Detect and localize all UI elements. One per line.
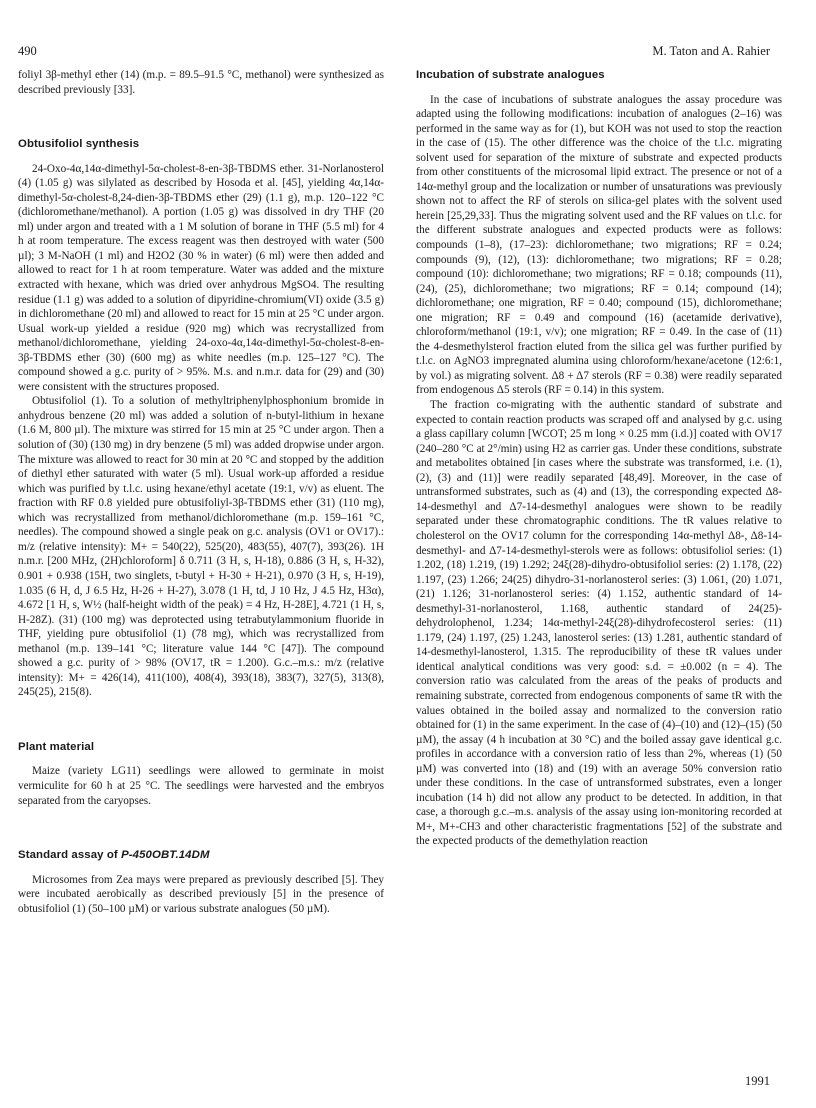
left-column	[18, 68, 384, 916]
page-number: 490	[18, 44, 37, 58]
section-heading-standard-assay	[18, 848, 384, 863]
paragraph-standard-assay: Microsomes from Zea mays were prepared as previously described [5]. They were incubated aerobically as described previously [5] in the presence of obtusifoliol (1) (50–100 µM) or various substrate analogues (50 µM).	[18, 873, 384, 915]
running-head: M. Taton and A. Rahier	[652, 44, 770, 58]
paragraph-obtusifoliol-prep: Obtusifoliol (1). To a solution of methyltriphenylphosphonium bromide in anhydrous benzene (20 ml) was added a solution of n-butyl-lithium in hexane (1.6 M, 800 µl). The mixture was stirred for 15 min at 25 °C under argon. Then a solution of (30) (130 mg) in dry benzene (5 ml) was added dropwise under argon. The mixture was allowed to react for 30 min at 20 °C and stopped by the addition of diethyl ether saturated with water (5 ml). Usual work-up afforded a residue which was purified by t.l.c. using hexane/ethyl acetate (19:1, v/v) as eluent. The fraction with RF 0.8 yielded pure obtusifoliyl-3β-TBDMS ether (31) (110 mg), which was recrystallized from methanol/dichloromethane (m.p. 159–161 °C, needles). The compound showed a single peak on g.c. analysis (OV1 or OV17).: m/z (relative intensity): M+ = 540(22), 525(20), 483(55), 407(7), 393(26). 1H n.m.r. [200 MHz, (2H)chloroform] δ 0.711 (3 H, s, H-18), 0.886 (3 H, s, H-32), 0.901 + 0.938 (15H, two singlets, t-butyl + H-30 + H-21), 0.970 (3 H, s, H-19), 1.035 (6 H, d, J 6.5 Hz, H-26 + H-27), 3.078 (1 H, td, J 10 Hz, J 4.5 Hz, H3α), 4.672 [1 H, s, W½ (half-height width of the peak) = 4 Hz, H-28E], 4.721 (1 H, s, H-28Z). (31) (100 mg) was deprotected using tetrabutylammonium fluoride in THF, yielding pure obtusifoliol (1) (78 mg), which was recrystallized from methanol (m.p. 139–141 °C; literature value 144 °C [47]). The compound showed a g.c. purity of > 98% (OV17, tR = 1.200). G.c.–m.s.: m/z (relative intensity): M+ = 426(14), 411(100), 408(4), 393(18), 383(7), 327(5), 313(8), 245(25), 215(8).	[18, 395, 384, 699]
heading-prefix: Standard assay of	[18, 849, 122, 862]
paragraph-gc-analysis: The fraction co-migrating with the authentic standard of substrate and expected to contain reaction products was scraped off and analysed by g.c. using a glass capillary column [WCOT; 25 m long × 0.25 mm (i.d.)] coated with OV17 (240–280 °C at 2°/min) using H2 as carrier gas. Under these conditions, substrate and metabolites obtained [in cases where the substrate was transformed, i.e. (1), (2), (3) and (11)] were readily separated [48,49]. Moreover, in the case of untransformed substrates, such as (4) and (13), the corresponding expected Δ8-14-desmethyl and Δ7-14-desmethyl analogues were shown to be readily separated under these chromatographic conditions. The tR values relative to cholesterol on the OV17 column for the corresponding 14α-methyl Δ8-, Δ8-14-desmethyl- and Δ7-14-desmethyl-sterols were as follows: obtusifoliol series: (1) 1.202, (18) 1.219, (19) 1.292; 24ξ(28)-dihydro-obtusifoliol series: (2) 1.178, (22) 1.197, (23) 1.266; 24(25) dihydro-31-norlanosterol series: (3) 1.061, (20) 1.071, (21) 1.126; 31-norlanosterol series: (4) 1.152, authentic standard of 14-desmethyl-31-norlanosterol, 1.168, authentic standard of 24(25)-dehydrolophenol, 1.234; 14α-methyl-24ξ(28)-dihydrofecosterol series: (11) 1.179, (24) 1.197, (25) 1.243, lanosterol series: (13) 1.281, authentic standard of 14-desmethyl-lanosterol, 1.315. The reproducibility of these tR values under identical analytical conditions was very good: s.d. = ±0.002 (n = 4). The conversion ratio was calculated from the areas of the peaks of products and remaining substrate, corrected from endogenous components of same tR with the values obtained in the boiled assay and normalized to the conversion ratio obtained for (1) in the same experiment. In the case of (4)–(10) and (12)–(15) (50 µM), the assay (4 h incubation at 30 °C) and the boiled assay gave identical g.c. profiles in accordance with a conversion ratio of less than 2%, whereas (1) (50 µM) was converted into (18) and (19) with an average 50% conversion ratio under these conditions. In the case of untransformed substrates, even a longer incubation (14 h) did not allow any product to be detected. In addition, in that case, a thorough g.c.–m.s. analysis of the assay using ion-monitoring recorded at M+, M+-CH3 and other characteristic fragmentations [52] of the substrate and the expected products of the demethylation reaction	[416, 399, 782, 848]
paragraph-incubation-procedure: In the case of incubations of substrate analogues the assay procedure was adapted using the following modifications: incubation of analogues (2–16) was performed in the same way as for (1), but KOH was not used to stop the reaction in the case of (15). The other difference was the choice of the t.l.c. migrating solvent used for separation of the mixture of substrate and expected products from other constituents of the microsomal lipid extract. The presence or not of a 14α-methyl group and the localization or number of unsaturations was previously shown not to affect the RF of sterols on silica-gel plates with the solvent used herein [25,29,33]. Thus the migrating solvent used and the RF values on t.l.c. for the different substrate analogues and expected products were as follows: compounds (1–8), (17–23): dichloromethane; two migrations; RF = 0.24; compounds (9), (12), (13): dichloromethane; two migrations; RF = 0.28; compound (10): dichloromethane; two migrations; RF = 0.18; compounds (11), (24), (25), dichloromethane; two migrations; RF = 0.14; compound (14); dichloromethane; one migration, RF = 0.40; compound (15), dichloromethane; one migration; RF = 0.49 and compound (16) (acetamide derivative), chloroform/methanol (19:1, v/v); one migration; RF = 0.49. In the case of (11) the 4-desmethylsterol fraction eluted from the silica gel was further purified by t.l.c. on AgNO3 impregnated alumina using chloroform/hexane/acetone (12:6:1, by vol.) as migrating solvent. Δ8 + Δ7 sterols (RF = 0.38) were readily separated from endogenous Δ5 sterols (RF = 0.14) in this system.	[416, 93, 782, 397]
paragraph-24-oxo-synthesis: 24-Oxo-4α,14α-dimethyl-5α-cholest-8-en-3β-TBDMS ether. 31-Norlanosterol (4) (1.05 g) was silylated as described by Hosoda et al. [45], yielding 4α,14α-dimethyl-5α-cholest-8,24-dien-3β-TBDMS ether (29) (1.1 g), m.p. 120–122 °C (dichloromethane/methanol). A portion (1.05 g) was dissolved in dry THF (20 ml) under argon and treated with a 1 M solution of borane in THF (5.5 ml) for 4 h at room temperature. The excess reagent was then destroyed with water (500 µl); 3 M-NaOH (1 ml) and H2O2 (30 % in water) (6 ml) were then added and allowed to react for 1 h at room temperature. Water was added and the mixture extracted with hexane, which was dried over anhydrous MgSO4. The resulting residue (1.1 g) was added to a solution of dipyridine-chromium(VI) oxide (3.5 g) in dichloromethane (20 ml) and allowed to react for 15 min at 25 °C under argon. Usual work-up yielded a residue (920 mg) which was recrystallized from methanol/dichloromethane, yielding 24-oxo-4α,14α-dimethyl-5α-cholest-8-en-3β-TBDMS ether (30) (600 mg) as white needles (m.p. 125–127 °C). The compound showed a g.c. purity of > 95%. M.s. and n.m.r. data for (29) and (30) were consistent with the structures proposed.	[18, 162, 384, 393]
heading-enzyme-name: P-450OBT.14DM	[121, 849, 210, 862]
intro-paragraph: foliyl 3β-methyl ether (14) (m.p. = 89.5–91.5 °C, methanol) were synthesized as described previously [33].	[18, 69, 384, 96]
right-column	[416, 68, 782, 849]
paragraph-plant-material: Maize (variety LG11) seedlings were allowed to germinate in moist vermiculite for 60 h at 25 °C. The seedlings were harvested and the embryos separated from the caryopses.	[18, 765, 384, 807]
section-heading-plant-material: Plant material	[18, 740, 95, 753]
section-heading-incubation: Incubation of substrate analogues	[416, 69, 605, 81]
folio: 1991	[745, 1074, 770, 1088]
section-heading-obtusifoliol-synthesis: Obtusifoliol synthesis	[18, 138, 140, 151]
